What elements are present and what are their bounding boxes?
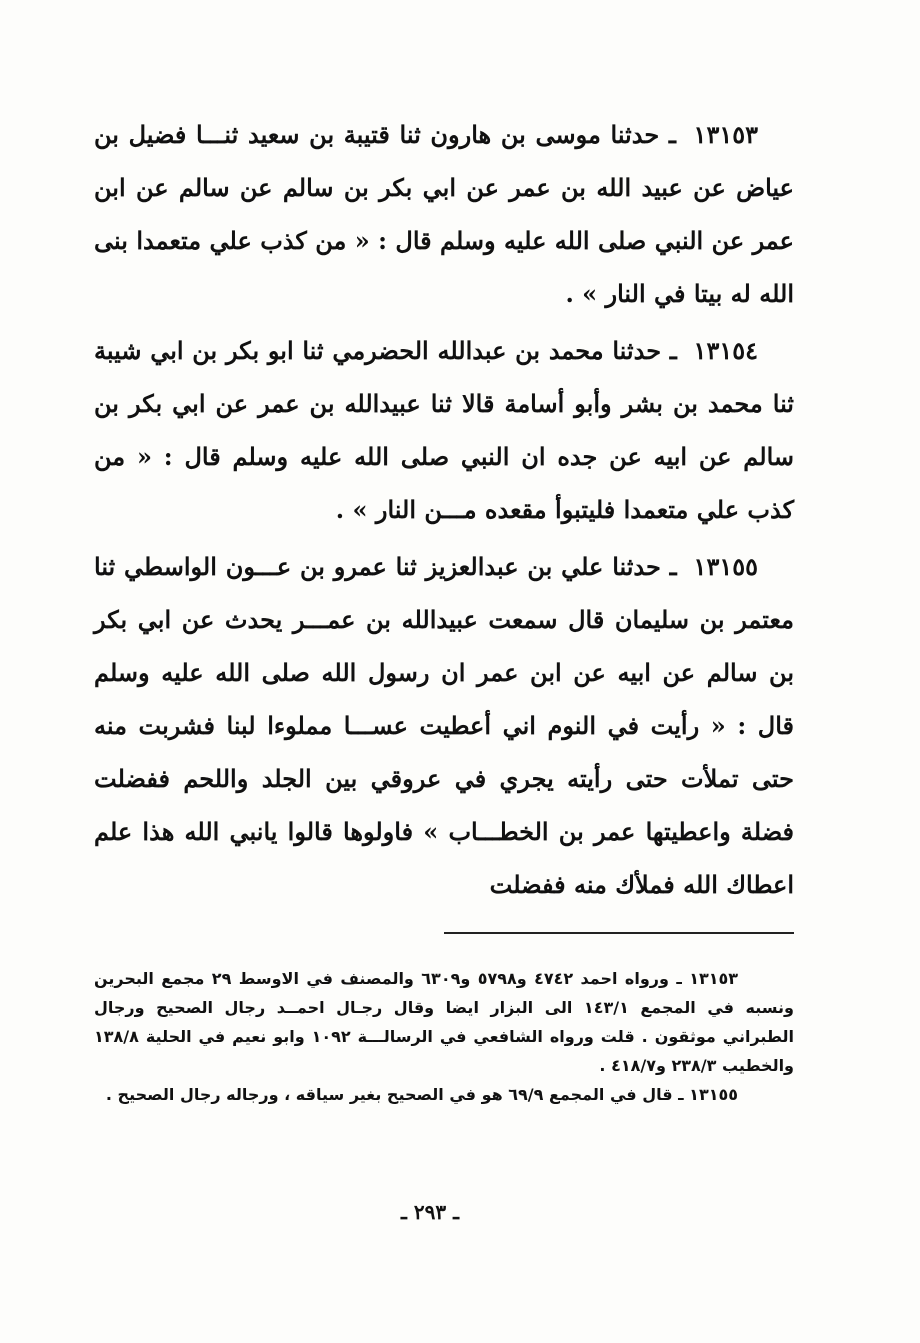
hadith-13153 [94,108,794,320]
hadith-13155 [94,540,794,911]
page-number: ـ ٢٩٣ ـ [401,1200,459,1224]
hadith-text: ـ حدثنا علي بن عبدالعزيز ثنا عمرو بن عـــون الواسطي ثنا معتمر بن سليمان قال سمعت عبيدالله بن عمـــر يحدث عن ابي بكر بن سالم عن ابيه عن ابن عمر ان رسول الله صلى الله عليه وسلم قال : « رأيت في النوم اني أعطيت عســـا مملوءا لبنا فشربت منه حتى تملأت حتى رأيته يجري في عروقي بين الجلد واللحم ففضلت فضلة واعطيتها عمر بن الخطـــاب » فاولوها قالوا يانبي الله هذا علم اعطاك الله فملأك منه ففضلت [94,552,794,899]
hadith-number: ١٣١٥٤ [693,336,758,365]
hadith-text: ـ حدثنا موسى بن هارون ثنا قتيبة بن سعيد ثنـــا فضيل بن عياض عن عبيد الله بن عمر عن ابي بكر بن سالم عن سالم عن ابن عمر عن النبي صلى الله عليه وسلم قال : « من كذب علي متعمدا بنى الله له بيتا في النار » . [94,120,794,308]
hadith-text: ـ حدثنا محمد بن عبدالله الحضرمي ثنا ابو بكر بن ابي شيبة ثنا محمد بن بشر وأبو أسامة قالا ثنا عبيدالله بن عمر عن ابي بكر بن سالم عن ابيه عن جده ان النبي صلى الله عليه وسلم قال : « من كذب علي متعمدا فليتبوأ مقعده مـــن النار » . [94,336,794,524]
hadith-number: ١٣١٥٥ [693,552,758,581]
hadith-number: ١٣١٥٣ [693,120,758,149]
footnote-number: ١٣١٥٣ [689,969,739,988]
hadith-section [94,108,794,911]
footnote-text: ـ ورواه احمد ٤٧٤٢ و٥٧٩٨ و٦٣٠٩ والمصنف في الاوسط ٢٩ مجمع البحرين ونسبه في المجمع ١٤٣/١ الى البزار ايضا وقال رجـال احمــد رجال الصحيح ورجال الطبراني موثقون . قلت ورواه الشافعي في الرسالـــة ١٠٩٢ وابو نعيم في الحلية ١٣٨/٨ والخطيب ٢٣٨/٣ و٤١٨/٧ . [94,969,795,1075]
footnote-13153 [94,964,794,1080]
footnote-number: ١٣١٥٥ [689,1085,738,1104]
footnote-divider [444,932,794,934]
hadith-13154 [94,324,794,536]
footnotes-section [94,964,794,1109]
footnote-13155 [94,1080,794,1109]
footnote-text: ـ قال في المجمع ٦٩/٩ هو في الصحيح بغير سياقه ، ورجاله رجال الصحيح . [105,1085,684,1104]
